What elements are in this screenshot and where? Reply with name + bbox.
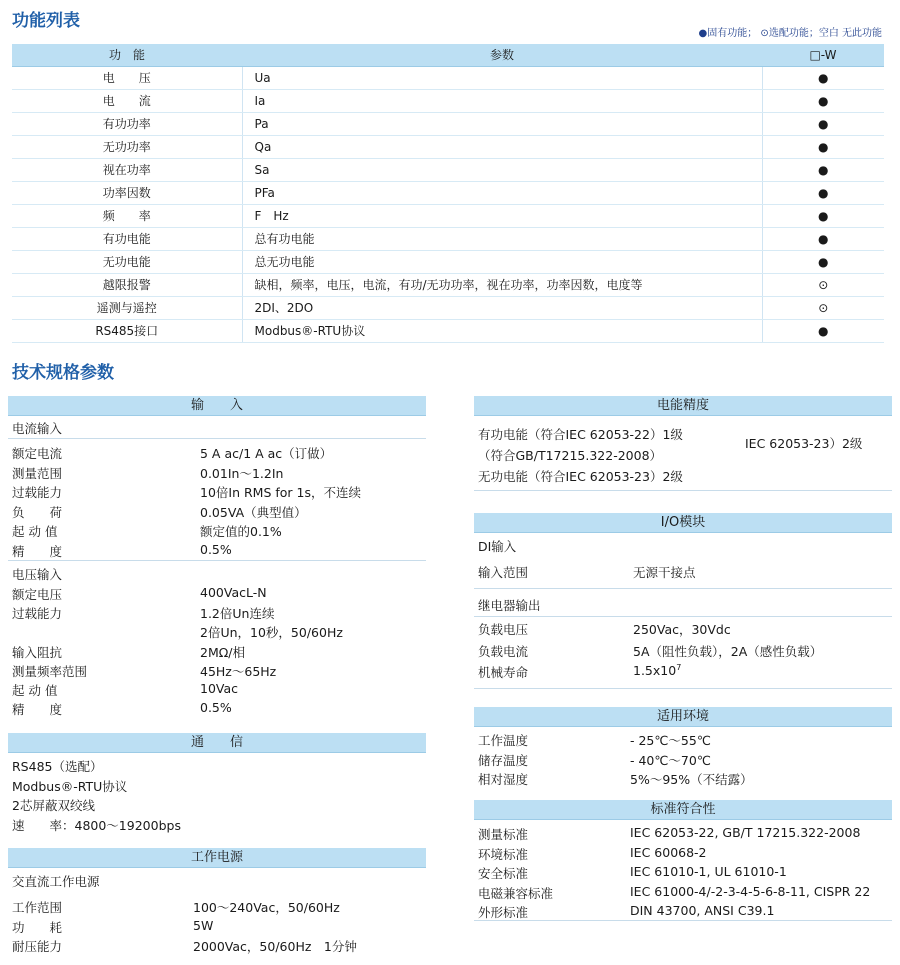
energy-line3: 无功电能（符合IEC 62053-23）2级	[478, 469, 683, 484]
divider	[474, 920, 892, 921]
header-param: 参数	[242, 44, 762, 66]
function-param: Pa	[242, 112, 762, 135]
function-param: Sa	[242, 158, 762, 181]
spec-key: 环境标准	[478, 846, 529, 862]
spec-value: 2倍Un，10秒，50/60Hz	[200, 625, 343, 641]
spec-value: IEC 61010-1, UL 61010-1	[630, 864, 787, 879]
spec-value: - 25℃～55℃	[630, 733, 711, 748]
function-mark: ●	[762, 112, 884, 135]
table-row	[12, 158, 884, 181]
table-row	[12, 135, 884, 158]
function-param: F Hz	[242, 204, 762, 227]
divider	[8, 560, 426, 561]
spec-key: 外形标准	[478, 905, 529, 920]
current-input-title: 电流输入	[12, 421, 63, 436]
voltage-input-title: 电压输入	[12, 567, 63, 582]
spec-key: 工作范围	[12, 900, 63, 915]
spec-value: IEC 61000-4/-2-3-4-5-6-8-11, CISPR 22	[630, 883, 871, 899]
di-title: DI输入	[478, 539, 517, 554]
spec-value: 250Vac，30Vdc	[633, 622, 731, 637]
comm-section	[8, 733, 426, 753]
spec-key: 起 动 值	[12, 683, 58, 698]
spec-value: 0.05VA（典型值）	[200, 504, 307, 520]
spec-key: 负载电压	[478, 622, 529, 637]
spec-key: 过载能力	[12, 606, 63, 622]
function-mark: ●	[762, 319, 884, 342]
comm-line: Modbus®-RTU协议	[12, 778, 128, 794]
function-name: 电 流	[12, 89, 242, 112]
spec-key: 负载电流	[478, 643, 529, 659]
table-row	[12, 250, 884, 273]
spec-key: 储存温度	[478, 752, 529, 768]
function-name: RS485接口	[12, 319, 242, 342]
spec-value: 5W	[193, 917, 214, 933]
spec-key: 测量范围	[12, 465, 63, 481]
di-value: 无源干接点	[633, 565, 696, 580]
spec-value: 100～240Vac，50/60Hz	[193, 900, 340, 915]
header-function: 功 能	[12, 44, 242, 66]
input-section	[8, 396, 426, 416]
spec-key: 过载能力	[12, 485, 63, 500]
table-row	[12, 112, 884, 135]
io-bar: I/O模块	[474, 513, 892, 533]
function-mark: ●	[762, 158, 884, 181]
power-section	[8, 848, 426, 868]
divider	[8, 438, 426, 439]
function-name: 遥测与遥控	[12, 296, 242, 319]
spec-value	[633, 663, 681, 678]
spec-value: 10Vac	[200, 681, 239, 696]
power-bar: 工作电源	[8, 848, 426, 868]
spec-value: 额定值的0.1%	[200, 524, 282, 539]
function-name: 有功功率	[12, 112, 242, 135]
spec-key: 起 动 值	[12, 524, 58, 539]
table-row	[12, 227, 884, 250]
spec-key: 安全标准	[478, 866, 529, 881]
power-sub: 交直流工作电源	[12, 874, 100, 889]
spec-value: - 40℃～70℃	[630, 752, 711, 768]
function-param: 缺相，频率，电压，电流，有功/无功功率，视在功率，功率因数，电度等	[242, 273, 762, 296]
spec-value: 45Hz～65Hz	[200, 663, 277, 679]
function-param: Modbus®-RTU协议	[242, 319, 762, 342]
energy-section	[474, 396, 892, 416]
function-param: 总有功电能	[242, 227, 762, 250]
function-mark: ⊙	[762, 296, 884, 319]
energy-line1: 有功电能（符合IEC 62053-22）1级	[478, 427, 683, 442]
spec-key: 测量标准	[478, 827, 529, 842]
spec-value: DIN 43700, ANSI C39.1	[630, 903, 775, 918]
function-mark: ●	[762, 135, 884, 158]
spec-key: 额定电压	[12, 587, 63, 602]
spec-value: IEC 62053-22, GB/T 17215.322-2008	[630, 825, 861, 840]
energy-line2: （符合GB/T17215.322-2008）	[478, 448, 663, 463]
spec-key: 额定电流	[12, 446, 63, 461]
spec-value-exp: 7	[676, 663, 682, 672]
spec-value: 0.01In～1.2In	[200, 465, 284, 481]
io-section	[474, 513, 892, 533]
spec-value: 5 A ac/1 A ac（订做）	[200, 446, 333, 461]
function-mark: ⊙	[762, 273, 884, 296]
spec-key: 相对湿度	[478, 772, 529, 787]
table-row	[12, 319, 884, 342]
function-name: 功率因数	[12, 181, 242, 204]
table-row	[12, 181, 884, 204]
comm-line: 2芯屏蔽双绞线	[12, 798, 95, 813]
comm-bar: 通 信	[8, 733, 426, 753]
function-mark: ●	[762, 250, 884, 273]
comm-line: 速 率：4800～19200bps	[12, 817, 181, 833]
spec-title: 技术规格参数	[12, 363, 114, 383]
function-name: 频 率	[12, 204, 242, 227]
function-table	[12, 44, 884, 343]
spec-value: 1.2倍Un连续	[200, 606, 275, 622]
spec-value: 5%～95%（不结露）	[630, 772, 753, 787]
function-param: Ia	[242, 89, 762, 112]
std-bar: 标准符合性	[474, 800, 892, 820]
spec-key: 测量频率范围	[12, 663, 88, 679]
function-param: Ua	[242, 66, 762, 89]
divider	[474, 688, 892, 689]
function-name: 有功电能	[12, 227, 242, 250]
spec-key: 精 度	[12, 702, 63, 718]
function-name: 越限报警	[12, 273, 242, 296]
function-name: 无功功率	[12, 135, 242, 158]
spec-key: 精 度	[12, 543, 63, 559]
spec-value: 10倍In RMS for 1s，不连续	[200, 485, 361, 500]
spec-key: 电磁兼容标准	[478, 885, 554, 901]
function-param: 2DI、2DO	[242, 296, 762, 319]
function-mark: ●	[762, 66, 884, 89]
table-row	[12, 89, 884, 112]
spec-key: 功 耗	[12, 919, 63, 935]
function-name: 视在功率	[12, 158, 242, 181]
spec-value: 0.5%	[200, 700, 232, 716]
header-model: □-W	[762, 44, 884, 66]
table-row	[12, 66, 884, 89]
env-bar: 适用环境	[474, 707, 892, 727]
function-table-header	[12, 44, 884, 66]
spec-value: 2000Vac，50/60Hz 1分钟	[193, 939, 357, 954]
table-row	[12, 204, 884, 227]
function-param: PFa	[242, 181, 762, 204]
spec-value: IEC 60068-2	[630, 844, 707, 860]
divider	[474, 490, 892, 491]
std-section	[474, 800, 892, 820]
spec-key: 工作温度	[478, 733, 529, 748]
spec-value: 2MΩ/相	[200, 644, 246, 660]
di-key: 输入范围	[478, 565, 529, 580]
spec-value: 400VacL-N	[200, 585, 267, 600]
env-section	[474, 707, 892, 727]
comm-line: RS485（选配）	[12, 759, 103, 774]
spec-value: 5A（阻性负载），2A（感性负载）	[633, 643, 823, 659]
divider	[474, 588, 892, 589]
function-param: Qa	[242, 135, 762, 158]
function-mark: ●	[762, 181, 884, 204]
legend: ●固有功能； ⊙选配功能；空白 无此功能	[698, 28, 882, 39]
function-list-title: 功能列表	[12, 11, 80, 31]
divider	[474, 616, 892, 617]
spec-key: 耐压能力	[12, 939, 63, 954]
spec-key: 负 荷	[12, 504, 63, 520]
spec-key: 机械寿命	[478, 665, 529, 680]
input-bar: 输 入	[8, 396, 426, 416]
function-name: 电 压	[12, 66, 242, 89]
relay-title: 继电器输出	[478, 598, 541, 613]
function-name: 无功电能	[12, 250, 242, 273]
function-mark: ●	[762, 204, 884, 227]
table-row	[12, 296, 884, 319]
spec-value: 0.5%	[200, 541, 232, 557]
function-mark: ●	[762, 227, 884, 250]
function-mark: ●	[762, 89, 884, 112]
spec-key: 输入阻抗	[12, 644, 63, 660]
energy-bar: 电能精度	[474, 396, 892, 416]
table-row	[12, 273, 884, 296]
spec-value-base: 1.5x10	[633, 663, 677, 679]
function-param: 总无功电能	[242, 250, 762, 273]
energy-right: IEC 62053-23）2级	[745, 436, 863, 451]
